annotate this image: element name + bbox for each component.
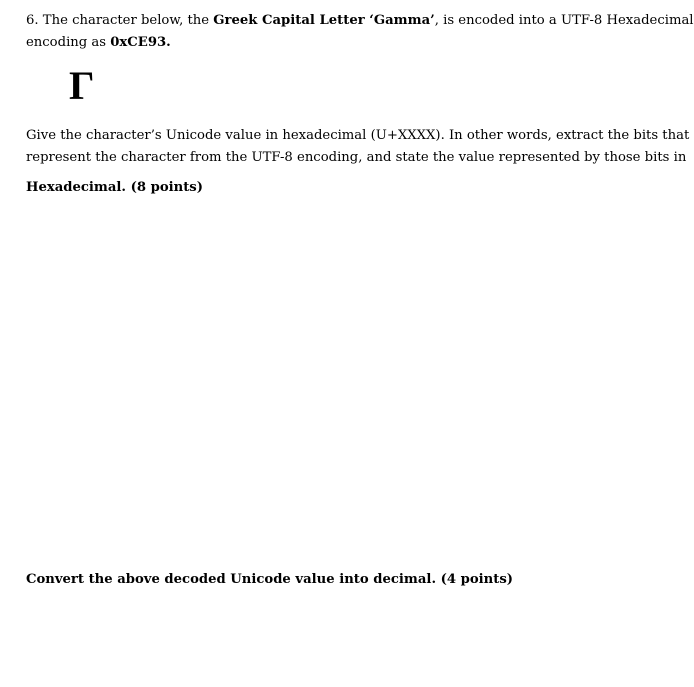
intro-middle: , is encoded into a UTF-8 Hexadecimal <box>434 13 694 28</box>
intro-line2: encoding as <box>26 35 111 50</box>
gamma-character: Γ <box>69 63 95 108</box>
part-a-line1: Give the character’s Unicode value in hexadecimal (U+XXXX). In other words, extract the bits that <box>26 128 690 143</box>
part-a-points: Hexadecimal. (8 points) <box>26 180 203 195</box>
part-a-line2: represent the character from the UTF-8 encoding, and state the value represented by those bits in <box>26 150 687 165</box>
question-intro <box>26 10 694 54</box>
character-name: Greek Capital Letter ‘Gamma’ <box>213 13 435 28</box>
part-b-prompt: Convert the above decoded Unicode value into decimal. (4 points) <box>26 572 513 587</box>
question-number: 6. <box>26 13 39 28</box>
part-a-prompt <box>26 125 689 169</box>
encoding-value: 0xCE93. <box>110 35 171 50</box>
intro-prefix: The character below, the <box>38 13 214 28</box>
